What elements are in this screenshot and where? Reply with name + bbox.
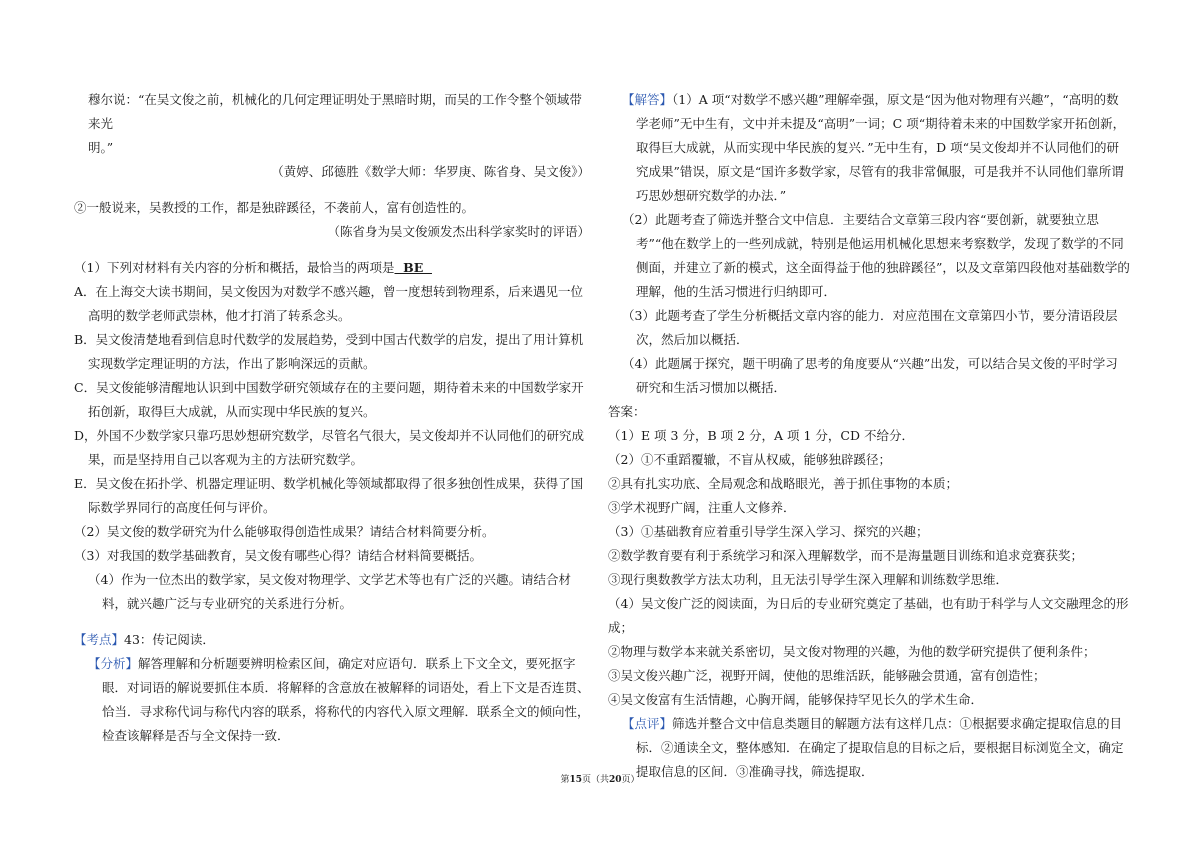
answer-3-2: ②数学教育要有利于系统学习和深入理解数学，而不是海量题目训练和追求竞赛获奖； bbox=[608, 548, 1084, 563]
option-b: B．吴文俊清楚地看到信息时代数学的发展趋势，受到中国古代数学的启发，提出了用计算机实现数学定理证明的方法，作出了影响深远的贡献。 bbox=[74, 332, 584, 371]
option-a: A．在上海交大读书期间，吴文俊因为对数学不感兴趣，曾一度想转到物理系，后来遇见一位高明的数学老师武崇林，他才打消了转系念头。 bbox=[74, 284, 584, 323]
answer-4-4: ④吴文俊富有生活情趣，心胸开阔，能够保持罕见长久的学术生命． bbox=[608, 692, 984, 707]
answer-4-2: ②物理与数学本来就关系密切，吴文俊对物理的兴趣，为他的数学研究提供了便利条件； bbox=[608, 644, 1096, 659]
footer-total-pages: 20 bbox=[609, 775, 622, 785]
jieda-2: （2）此题考查了筛选并整合文中信息．主要结合文章第三段内容“要创新，就要独立思考”“他在数学上的一些列成就，特别是他运用机械化思想来考察数学，发现了数学的不同侧面，并建立了新的模式，这全面得益于他的独辟蹊径”，以及文章第四段他对基础数学的理解，他的生活习惯进行归纳即可． bbox=[622, 212, 1130, 299]
fenxi-text: 解答理解和分析题要辨明检索区间，确定对应语句．联系上下文全文，要死抠字眼．对词语的解说要抓住本质．将解释的含意放在被解释的词语处，看上下文是否连贯、恰当．寻求称代词与称代内容的联系，将称代的内容代入原文理解．联系全文的倾向性，检查该解释是否与全文保持一致． bbox=[102, 656, 590, 743]
quote-2-source: （陈省身为吴文俊颁发杰出科学家奖时的评语） bbox=[327, 224, 590, 239]
answer-2-1: （2）①不重蹈覆辙，不盲从权威，能够独辟蹊径； bbox=[608, 452, 891, 467]
footer-suffix: 页） bbox=[621, 775, 640, 785]
question-1 bbox=[74, 256, 594, 280]
quote-2: ②一般说来，吴教授的工作，都是独辟蹊径，不袭前人，富有创造性的。 bbox=[74, 200, 475, 215]
dianping-tag: 【点评】 bbox=[622, 716, 673, 731]
kaodian-text: 43：传记阅读． bbox=[124, 632, 215, 647]
quote-1-source: （黄婷、邱德胜《数学大师：华罗庚、陈省身、吴文俊》） bbox=[271, 164, 590, 179]
jieda-1-text: （1）A 项“对数学不感兴趣”理解牵强，原文是“因为他对物理有兴趣”，“高明的数学老师”无中生有，文中并未提及“高明”一词；C 项“期待着未来的中国数学家开拓创新，取得巨大成就，从而实现中华民族的复兴．”无中生有，D 项“吴文俊却并不认同他们的研究成果”错误，原文是“国许多数学家，尽管有的我非常佩服，可是我并不认同他们靠所谓巧思妙想研究数学的办法．” bbox=[636, 92, 1126, 203]
footer-prefix: 第 bbox=[560, 775, 570, 785]
question-4: （4）作为一位杰出的数学家，吴文俊对物理学、文学艺术等也有广泛的兴趣。请结合材料，就兴趣广泛与专业研究的关系进行分析。 bbox=[88, 572, 571, 611]
answer-label: 答案： bbox=[608, 404, 646, 419]
question-3: （3）对我国的数学基础教育，吴文俊有哪些心得？请结合材料简要概括。 bbox=[74, 548, 482, 563]
jieda-4: （4）此题属于探究，题干明确了思考的角度要从“兴趣”出发，可以结合吴文俊的平时学习研究和生活习惯加以概括． bbox=[622, 356, 1118, 395]
jieda-3: （3）此题考查了学生分析概括文章内容的能力．对应范围在文章第四小节，要分清语段层次，然后加以概括． bbox=[622, 308, 1118, 347]
left-column bbox=[74, 88, 594, 748]
page-footer bbox=[0, 774, 1200, 786]
option-c: C．吴文俊能够清醒地认识到中国数学研究领域存在的主要问题，期待着未来的中国数学家开拓创新，取得巨大成就，从而实现中华民族的复兴。 bbox=[74, 380, 584, 419]
right-column bbox=[608, 88, 1130, 784]
quote-1-line-1: 穆尔说：“在吴文俊之前，机械化的几何定理证明处于黑暗时期，而吴的工作令整个领域带来光 bbox=[88, 92, 582, 131]
footer-page-number: 15 bbox=[569, 775, 582, 785]
answer-4-1: （4）吴文俊广泛的阅读面，为日后的专业研究奠定了基础，也有助于科学与人文交融理念的形成； bbox=[608, 596, 1129, 635]
footer-mid: 页（共 bbox=[581, 775, 609, 785]
answer-1: （1）E 项 3 分，B 项 2 分，A 项 1 分，CD 不给分． bbox=[608, 428, 914, 443]
quote-1-line-2: 明。” bbox=[88, 140, 114, 155]
answer-2-3: ③学术视野广阔，注重人文修养． bbox=[608, 500, 796, 515]
question-1-answer: BE bbox=[394, 260, 432, 275]
fenxi bbox=[74, 652, 594, 748]
option-d: D，外国不少数学家只靠巧思妙想研究数学，尽管名气很大，吴文俊却并不认同他们的研究成果，而是坚持用自己以客观为主的方法研究数学。 bbox=[74, 428, 585, 467]
question-2: （2）吴文俊的数学研究为什么能够取得创造性成果？请结合材料简要分析。 bbox=[74, 524, 495, 539]
kaodian bbox=[74, 628, 594, 652]
jieda-1 bbox=[608, 88, 1130, 208]
answer-3-3: ③现行奥数教学方法太功利，且无法引导学生深入理解和训练数学思维． bbox=[608, 572, 1009, 587]
answer-3-1: （3）①基础教育应着重引导学生深入学习、探究的兴趣； bbox=[608, 524, 929, 539]
fenxi-tag: 【分析】 bbox=[88, 656, 139, 671]
option-e: E．吴文俊在拓扑学、机器定理证明、数学机械化等领域都取得了很多独创性成果，获得了国际数学界同行的高度任何与评价。 bbox=[74, 476, 584, 515]
dianping-text: 筛选并整合文中信息类题目的解题方法有这样几点：①根据要求确定提取信息的目标．②通读全文，整体感知．在确定了提取信息的目标之后，要根据目标浏览全文，确定提取信息的区间．③准确寻找，筛选提取． bbox=[636, 716, 1124, 779]
answer-4-3: ③吴文俊兴趣广泛，视野开阔，使他的思维活跃，能够融会贯通，富有创造性； bbox=[608, 668, 1046, 683]
jieda-tag: 【解答】 bbox=[622, 92, 673, 107]
answer-2-2: ②具有扎实功底、全局观念和战略眼光，善于抓住事物的本质； bbox=[608, 476, 959, 491]
kaodian-tag: 【考点】 bbox=[74, 632, 125, 647]
question-1-stem: （1）下列对材料有关内容的分析和概括，最恰当的两项是 bbox=[74, 260, 395, 275]
